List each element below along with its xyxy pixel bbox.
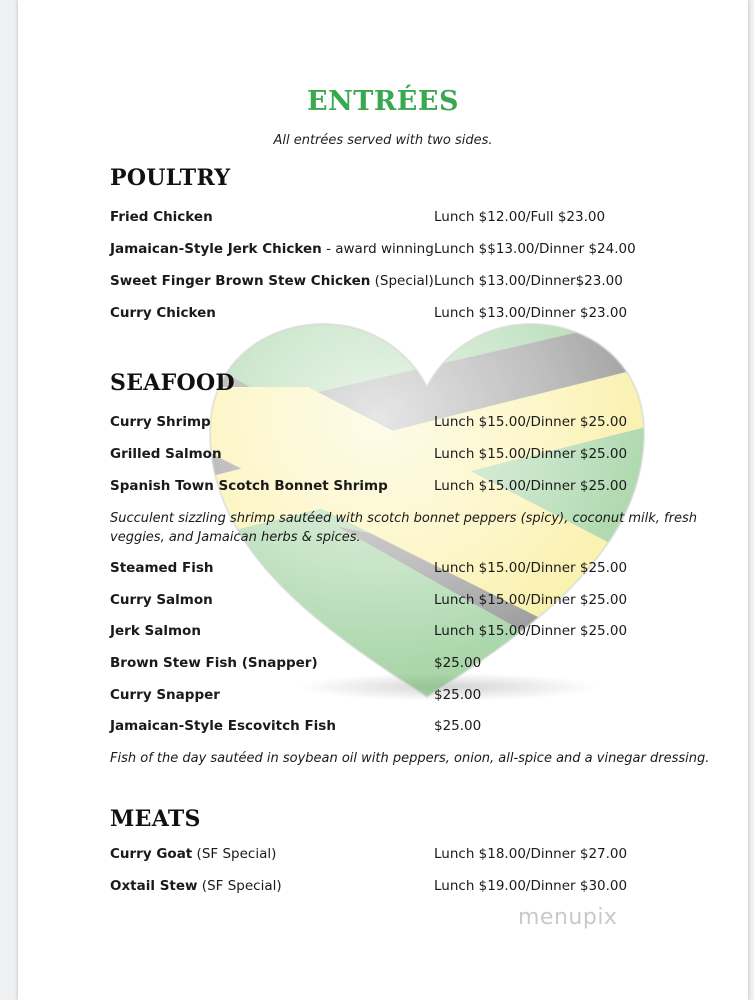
item-price: Lunch $15.00/Dinner $25.00 — [434, 592, 628, 608]
item-name: Jamaican-Style Escovitch Fish — [110, 718, 336, 734]
item-price: Lunch $18.00/Dinner $27.00 — [434, 846, 628, 862]
item-price: Lunch $12.00/Full $23.00 — [434, 209, 606, 225]
page-subtitle: All entrées served with two sides. — [273, 133, 493, 148]
item-description: Fish of the day sautéed in soybean oil with peppers, onion, all-spice and a vinegar dressing. — [110, 751, 710, 766]
jamaican-flag-heart-icon — [188, 292, 666, 712]
item-name: Sweet Finger Brown Stew Chicken — [110, 273, 371, 289]
item-price: Lunch $19.00/Dinner $30.00 — [434, 878, 628, 894]
item-price: Lunch $15.00/Dinner $25.00 — [434, 623, 628, 639]
menu-item — [110, 560, 710, 582]
menu-item — [110, 878, 710, 900]
item-note: - award winning — [321, 241, 434, 257]
item-name: Curry Shrimp — [110, 414, 211, 430]
menu-item — [110, 718, 710, 740]
section-heading-poultry: POULTRY — [110, 165, 231, 191]
page-title: ENTRÉES — [307, 86, 459, 117]
item-name: Grilled Salmon — [110, 446, 222, 462]
item-note: (SF Special) — [192, 846, 277, 862]
item-name: Jerk Salmon — [110, 623, 201, 639]
menu-item — [110, 478, 710, 500]
item-name: Brown Stew Fish (Snapper) — [110, 655, 318, 671]
menu-item — [110, 446, 710, 468]
menu-page — [18, 0, 748, 1000]
item-price: Lunch $$13.00/Dinner $24.00 — [434, 241, 636, 257]
item-name: Spanish Town Scotch Bonnet Shrimp — [110, 478, 388, 494]
item-name: Curry Chicken — [110, 305, 216, 321]
item-price: Lunch $15.00/Dinner $25.00 — [434, 478, 628, 494]
item-price: Lunch $15.00/Dinner $25.00 — [434, 446, 628, 462]
item-note: (SF Special) — [197, 878, 282, 894]
menu-item — [110, 273, 710, 295]
item-name: Curry Goat — [110, 846, 193, 862]
menu-item — [110, 305, 710, 327]
menu-item — [110, 209, 710, 231]
item-price: Lunch $13.00/Dinner $23.00 — [434, 305, 628, 321]
item-price: $25.00 — [434, 687, 482, 703]
menu-item — [110, 687, 710, 709]
item-name: Jamaican-Style Jerk Chicken — [110, 241, 322, 257]
item-name: Curry Snapper — [110, 687, 220, 703]
item-description: Succulent sizzling shrimp sautéed with scotch bonnet peppers (spicy), coconut milk, fresh veggies, and Jamaican herbs & spices. — [110, 511, 697, 545]
item-price: Lunch $13.00/Dinner$23.00 — [434, 273, 623, 289]
menu-item — [110, 846, 710, 868]
menu-item — [110, 241, 710, 263]
item-name: Oxtail Stew — [110, 878, 198, 894]
item-price: $25.00 — [434, 718, 482, 734]
item-note: (Special) — [370, 273, 434, 289]
section-heading-meats: MEATS — [110, 806, 201, 832]
item-name: Fried Chicken — [110, 209, 213, 225]
item-name: Steamed Fish — [110, 560, 214, 576]
item-price: $25.00 — [434, 655, 482, 671]
menu-item — [110, 592, 710, 614]
menu-item — [110, 414, 710, 436]
section-heading-seafood: SEAFOOD — [110, 370, 235, 396]
menu-item — [110, 655, 710, 677]
item-price: Lunch $15.00/Dinner $25.00 — [434, 414, 628, 430]
menu-item — [110, 623, 710, 645]
item-name: Curry Salmon — [110, 592, 213, 608]
item-price: Lunch $15.00/Dinner $25.00 — [434, 560, 628, 576]
watermark: menupix — [518, 905, 618, 930]
